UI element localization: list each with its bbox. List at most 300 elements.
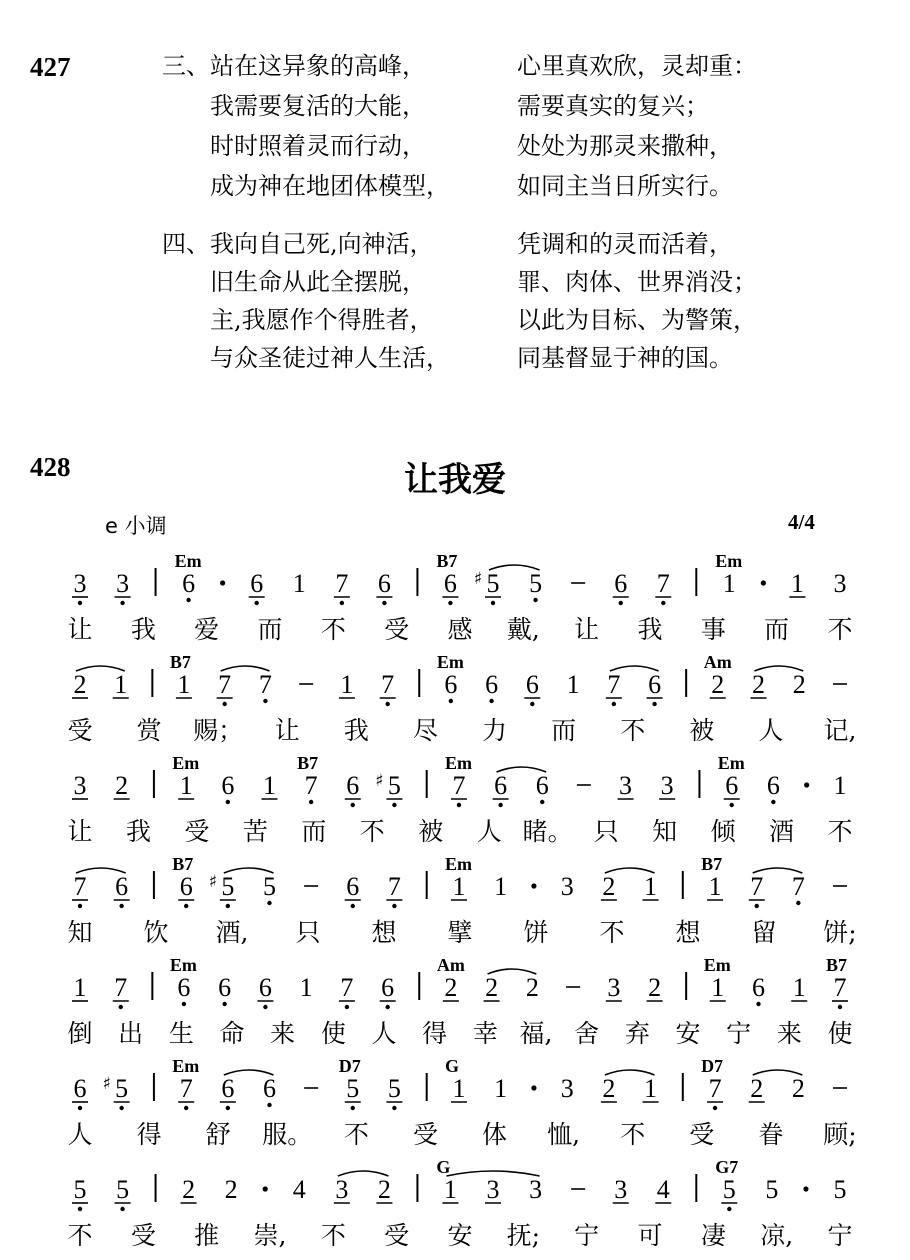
dotted-note: [531, 883, 536, 888]
chord-label: G: [436, 1157, 451, 1177]
lyric-line: 我需要复活的大能，: [210, 92, 426, 120]
note: 5: [116, 1175, 130, 1204]
lyric-word: 来: [270, 1019, 296, 1048]
note: 6: [346, 771, 360, 800]
octave-dot: [120, 1207, 124, 1211]
octave-dot: [755, 904, 759, 908]
lyric-word: 可: [637, 1221, 663, 1250]
hymn-427-number: 427: [30, 52, 71, 82]
lyric-word: 宁: [827, 1221, 853, 1250]
lyric-word: 安: [447, 1221, 473, 1250]
lyric-word: 酒: [769, 817, 795, 846]
octave-dot: [309, 800, 313, 804]
lyric-word: 不: [827, 817, 853, 846]
lyric-word: 想: [675, 918, 701, 947]
note: 4: [656, 1175, 670, 1204]
note: 6: [535, 771, 549, 800]
octave-dot: [78, 904, 82, 908]
octave-dot: [345, 1005, 349, 1009]
lyric-word: 只: [295, 918, 321, 947]
dotted-note: [220, 580, 225, 585]
lyric-word: 服。: [262, 1120, 313, 1149]
octave-dot: [226, 904, 230, 908]
note: 3: [73, 569, 87, 598]
octave-dot: [612, 702, 616, 706]
note: 6: [115, 872, 129, 901]
chord-label: Em: [717, 753, 745, 773]
note: 1: [790, 569, 804, 598]
lyric-word: 不: [320, 1221, 346, 1250]
octave-dot: [267, 901, 271, 905]
octave-dot: [727, 1207, 731, 1211]
lyric-line: 同基督显于神的国。: [517, 344, 733, 372]
lyric-word: 苦: [242, 817, 268, 846]
octave-dot: [652, 702, 656, 706]
note: 2: [73, 670, 87, 699]
lyric-word: 让: [574, 615, 600, 644]
lyric-line: 成为神在地团体模型，: [210, 172, 450, 200]
note: 2: [377, 1175, 391, 1204]
chord-label: Am: [703, 652, 732, 672]
octave-dot: [382, 601, 386, 605]
octave-dot: [730, 803, 734, 807]
lyric-word: 抚;: [506, 1221, 541, 1250]
lyric-word: 宁: [726, 1019, 752, 1048]
octave-dot: [78, 601, 82, 605]
chord-label: Em: [172, 1056, 200, 1076]
key-signature: e 小调: [105, 514, 167, 538]
octave-dot: [254, 601, 258, 605]
chord-label: Em: [169, 955, 197, 975]
lyric-line: 主,我愿作个得胜者，: [210, 306, 434, 334]
note: 3: [614, 1175, 628, 1204]
note: 7: [387, 872, 401, 901]
note: 1: [833, 771, 847, 800]
lyric-word: 弃: [624, 1019, 650, 1048]
octave-dot: [119, 904, 123, 908]
dotted-note: [263, 1186, 268, 1191]
lyric-word: 受: [184, 817, 210, 846]
lyric-word: 记,: [823, 716, 857, 745]
note: 2: [648, 973, 662, 1002]
note: 3: [73, 771, 87, 800]
note: 7: [179, 1074, 193, 1103]
note: 7: [340, 973, 354, 1002]
lyric-word: 饼;: [823, 918, 857, 947]
note: 7: [791, 872, 805, 901]
lyric-word: 得: [422, 1019, 448, 1048]
note: 1: [452, 1074, 466, 1103]
sharp-accidental: ♯: [208, 872, 217, 892]
note: 5: [73, 1175, 87, 1204]
note: 1: [177, 670, 191, 699]
note: 4: [292, 1175, 306, 1204]
lyric-word: 恤,: [547, 1120, 581, 1149]
note: 2: [115, 771, 129, 800]
note: 6: [766, 771, 780, 800]
note: 5: [833, 1175, 847, 1204]
lyric-word: 饮: [143, 918, 169, 947]
lyric-word: 不: [320, 615, 346, 644]
note: 2: [485, 973, 499, 1002]
octave-dot: [533, 598, 537, 602]
lyric-word: 被: [689, 716, 715, 745]
lyric-word: 命: [219, 1019, 245, 1048]
lyric-word: 得: [136, 1120, 162, 1149]
lyric-word: 人: [371, 1019, 397, 1048]
lyric-word: 不: [827, 615, 853, 644]
octave-dot: [661, 601, 665, 605]
lyric-word: 饼: [523, 918, 549, 947]
lyric-word: 宁: [574, 1221, 600, 1250]
note: 1: [722, 569, 736, 598]
note: 6: [221, 1074, 235, 1103]
note: 2: [602, 872, 616, 901]
lyric-word: 体: [482, 1120, 508, 1149]
lyric-word: 来: [776, 1019, 802, 1048]
note: 6: [381, 973, 395, 1002]
note: 6: [250, 569, 264, 598]
octave-dot: [530, 702, 534, 706]
lyric-word: 生: [168, 1019, 194, 1048]
octave-dot: [796, 901, 800, 905]
stanza-3-marker: 三、: [162, 52, 210, 80]
note: 2: [711, 670, 725, 699]
lyric-word: 而: [301, 817, 327, 846]
chord-label: Em: [444, 854, 472, 874]
chord-label: Em: [436, 652, 464, 672]
lyric-line: 以此为目标、为警策，: [517, 306, 757, 334]
lyric-word: 受: [689, 1120, 715, 1149]
chord-label: B7: [297, 753, 319, 773]
lyric-word: 受: [67, 716, 93, 745]
lyric-word: 受: [384, 1221, 410, 1250]
note: 3: [619, 771, 633, 800]
lyric-word: 舒: [205, 1120, 231, 1149]
jianpu-score: [0, 545, 910, 1260]
note: 1: [292, 569, 306, 598]
octave-dot: [267, 1103, 271, 1107]
lyric-word: 安: [675, 1019, 701, 1048]
octave-dot: [385, 702, 389, 706]
octave-dot: [392, 1106, 396, 1110]
lyric-line: 凭调和的灵而活着，: [517, 230, 733, 258]
note: 3: [560, 1074, 574, 1103]
lyric-word: 福,: [519, 1019, 553, 1048]
lyric-word: 睹。: [522, 817, 573, 846]
note: 1: [792, 973, 806, 1002]
octave-dot: [78, 1106, 82, 1110]
note: 7: [708, 1074, 722, 1103]
lyric-line: 需要真实的复兴；: [517, 92, 709, 120]
lyric-word: 让: [67, 615, 93, 644]
note: 7: [335, 569, 349, 598]
note: 2: [792, 670, 806, 699]
octave-dot: [619, 601, 623, 605]
dotted-note: [761, 580, 766, 585]
note: 7: [73, 872, 87, 901]
lyric-word: 擘: [447, 918, 473, 947]
note: 3: [660, 771, 674, 800]
octave-dot: [186, 598, 190, 602]
note: 2: [791, 1074, 805, 1103]
lyric-word: 不: [343, 1120, 369, 1149]
note: 6: [346, 872, 360, 901]
octave-dot: [351, 1106, 355, 1110]
note: 1: [299, 973, 313, 1002]
note: 6: [218, 973, 232, 1002]
note: 1: [262, 771, 276, 800]
octave-dot: [392, 803, 396, 807]
lyric-word: 受: [412, 1120, 438, 1149]
octave-dot: [838, 1005, 842, 1009]
lyric-word: 出: [118, 1019, 144, 1048]
lyric-line: 处处为那灵来撒种，: [517, 132, 733, 160]
note: 3: [335, 1175, 349, 1204]
note: 1: [494, 1074, 508, 1103]
chord-label: Em: [703, 955, 731, 975]
octave-dot: [448, 601, 452, 605]
chord-label: Em: [174, 551, 202, 571]
octave-dot: [119, 1005, 123, 1009]
note: 5: [387, 1074, 401, 1103]
chord-label: Em: [715, 551, 743, 571]
hymn-title: 让我爱: [404, 460, 506, 500]
lyric-word: 凉,: [760, 1221, 794, 1250]
lyric-line: 如同主当日所实行。: [517, 172, 733, 200]
octave-dot: [78, 1207, 82, 1211]
note: 1: [73, 973, 87, 1002]
chord-label: Em: [444, 753, 472, 773]
lyric-word: 知: [652, 817, 678, 846]
lyric-word: 知: [67, 918, 93, 947]
note: 6: [648, 670, 662, 699]
note: 1: [644, 1074, 658, 1103]
lyric-word: 酒,: [215, 918, 249, 947]
note: 6: [179, 872, 193, 901]
octave-dot: [351, 904, 355, 908]
octave-dot: [489, 699, 493, 703]
sharp-accidental: ♯: [473, 569, 483, 589]
note: 6: [494, 771, 508, 800]
chord-label: G7: [715, 1157, 739, 1177]
octave-dot: [120, 601, 124, 605]
note: 2: [750, 1074, 764, 1103]
note: 7: [258, 670, 272, 699]
note: 1: [711, 973, 725, 1002]
time-signature: 4/4: [788, 510, 815, 534]
note: 5: [346, 1074, 360, 1103]
note: 7: [833, 973, 847, 1002]
lyric-word: 爱: [194, 615, 220, 644]
sharp-accidental: ♯: [375, 771, 384, 791]
note: 5: [262, 872, 276, 901]
note: 5: [722, 1175, 736, 1204]
lyric-word: 而: [764, 615, 790, 644]
octave-dot: [540, 800, 544, 804]
lyric-word: 凄: [700, 1221, 726, 1250]
note: 6: [177, 973, 191, 1002]
octave-dot: [756, 1002, 760, 1006]
dotted-note: [531, 1085, 536, 1090]
note: 1: [708, 872, 722, 901]
note: 2: [224, 1175, 238, 1204]
lyric-word: 感: [447, 615, 473, 644]
lyric-word: 戴,: [506, 615, 540, 644]
sharp-accidental: ♯: [102, 1074, 111, 1094]
lyric-word: 我: [637, 615, 663, 644]
lyric-word: 眷: [758, 1120, 784, 1149]
lyric-word: 不: [620, 1120, 646, 1149]
note: 6: [262, 1074, 276, 1103]
stanza-4-marker: 四、: [162, 230, 210, 258]
note: 7: [607, 670, 621, 699]
chord-label: B7: [172, 854, 194, 874]
lyric-word: 顾;: [823, 1120, 857, 1149]
note: 5: [115, 1074, 129, 1103]
note: 1: [644, 872, 658, 901]
octave-dot: [222, 702, 226, 706]
lyric-word: 推: [194, 1221, 220, 1250]
lyric-line: 时时照着灵而行动，: [210, 132, 426, 160]
lyric-line: 心里真欢欣，灵却重：: [517, 52, 757, 80]
note: 6: [377, 569, 391, 598]
note: 6: [614, 569, 628, 598]
lyric-word: 而: [257, 615, 283, 644]
lyric-word: 不: [67, 1221, 93, 1250]
dotted-note: [803, 1186, 808, 1191]
lyric-word: 不: [599, 918, 625, 947]
chord-label: B7: [701, 854, 723, 874]
lyric-word: 使: [320, 1019, 346, 1048]
dotted-note: [804, 782, 809, 787]
lyric-line: 罪、肉体、世界消没；: [517, 268, 757, 296]
note: 3: [607, 973, 621, 1002]
note: 1: [179, 771, 193, 800]
note: 6: [258, 973, 272, 1002]
note: 7: [452, 771, 466, 800]
octave-dot: [222, 1002, 226, 1006]
chord-label: G: [444, 1056, 459, 1076]
lyric-word: 倾: [710, 817, 736, 846]
lyric-word: 事: [700, 615, 726, 644]
lyric-word: 赐；: [193, 716, 244, 745]
note: 5: [765, 1175, 779, 1204]
octave-dot: [491, 601, 495, 605]
octave-dot: [182, 1002, 186, 1006]
note: 2: [751, 670, 765, 699]
octave-dot: [713, 1106, 717, 1110]
chord-label: Am: [436, 955, 465, 975]
note: 6: [73, 1074, 87, 1103]
lyric-word: 人: [67, 1120, 93, 1149]
note: 7: [304, 771, 318, 800]
chord-label: Em: [172, 753, 200, 773]
lyric-word: 让: [274, 716, 300, 745]
note: 2: [182, 1175, 196, 1204]
lyric-line: 站在这异象的高峰，: [210, 52, 426, 80]
note: 3: [529, 1175, 543, 1204]
note: 6: [525, 670, 539, 699]
octave-dot: [340, 601, 344, 605]
note: 7: [656, 569, 670, 598]
lyric-word: 人: [758, 716, 784, 745]
note: 7: [218, 670, 232, 699]
note: 6: [182, 569, 196, 598]
note: 6: [443, 569, 457, 598]
note: 5: [486, 569, 500, 598]
lyric-word: 我: [343, 716, 369, 745]
octave-dot: [498, 803, 502, 807]
lyric-word: 不: [620, 716, 646, 745]
note: 1: [494, 872, 508, 901]
lyric-line: 旧生命从此全摆脱，: [210, 268, 426, 296]
lyric-word: 只: [593, 817, 619, 846]
note: 6: [751, 973, 765, 1002]
lyric-word: 想: [371, 918, 397, 947]
note: 2: [525, 973, 539, 1002]
note: 1: [340, 670, 354, 699]
note: 2: [444, 973, 458, 1002]
chord-label: B7: [826, 955, 848, 975]
note: 1: [114, 670, 128, 699]
note: 6: [444, 670, 458, 699]
octave-dot: [392, 904, 396, 908]
note: 6: [485, 670, 499, 699]
octave-dot: [771, 800, 775, 804]
lyric-word: 让: [67, 817, 93, 846]
lyric-word: 我: [125, 817, 151, 846]
octave-dot: [184, 904, 188, 908]
note: 3: [833, 569, 847, 598]
chord-label: D7: [701, 1056, 724, 1076]
chord-label: D7: [338, 1056, 361, 1076]
note: 3: [560, 872, 574, 901]
octave-dot: [457, 803, 461, 807]
note: 5: [221, 872, 235, 901]
note: 1: [443, 1175, 457, 1204]
lyric-word: 而: [551, 716, 577, 745]
lyric-word: 人: [476, 817, 502, 846]
note: 1: [452, 872, 466, 901]
lyric-word: 倒: [67, 1019, 93, 1048]
octave-dot: [119, 1106, 123, 1110]
note: 7: [114, 973, 128, 1002]
note: 2: [602, 1074, 616, 1103]
note: 7: [750, 872, 764, 901]
lyric-word: 幸: [472, 1019, 498, 1048]
lyric-word: 赏: [136, 716, 162, 745]
lyric-word: 留: [751, 918, 777, 947]
lyric-line: 与众圣徒过神人生活，: [210, 344, 450, 372]
octave-dot: [226, 800, 230, 804]
octave-dot: [263, 1005, 267, 1009]
octave-dot: [351, 803, 355, 807]
octave-dot: [226, 1106, 230, 1110]
lyric-word: 力: [482, 716, 508, 745]
note: 1: [566, 670, 580, 699]
lyric-word: 崇,: [253, 1221, 287, 1250]
note: 3: [486, 1175, 500, 1204]
lyric-word: 我: [130, 615, 156, 644]
lyric-word: 尽: [412, 716, 438, 745]
note: 6: [725, 771, 739, 800]
note: 5: [387, 771, 401, 800]
lyric-word: 被: [418, 817, 444, 846]
lyric-line: 我向自己死,向神活，: [210, 230, 434, 258]
lyric-word: 受: [130, 1221, 156, 1250]
octave-dot: [263, 699, 267, 703]
